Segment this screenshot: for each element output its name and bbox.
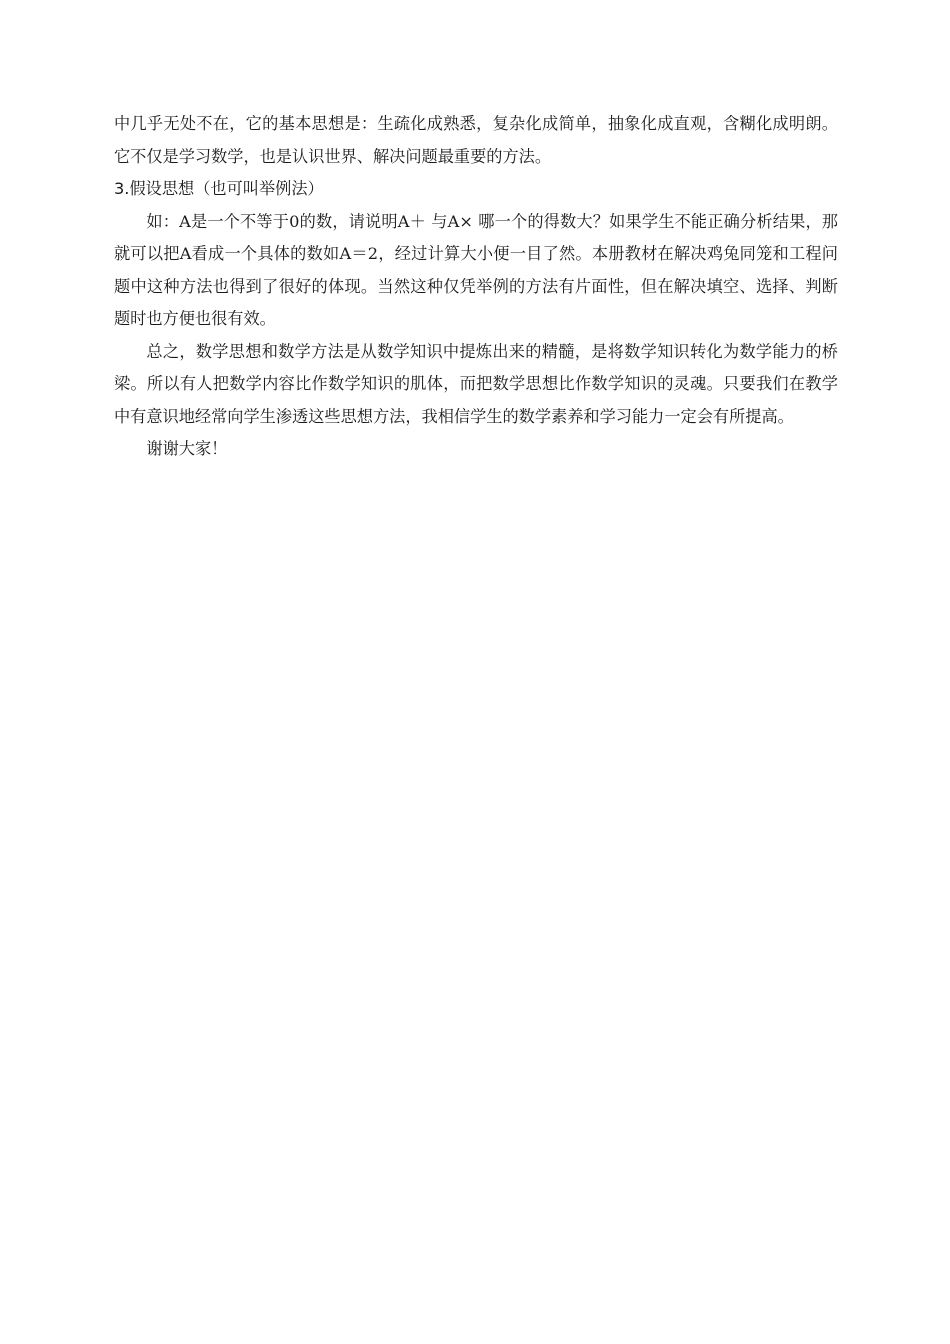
paragraph-continuation: 中几乎无处不在，它的基本思想是：生疏化成熟悉，复杂化成简单，抽象化成直观，含糊化成明朗。它不仅是学习数学，也是认识世界、解决问题最重要的方法。	[114, 114, 838, 166]
paragraph-thanks: 谢谢大家！	[146, 439, 228, 458]
section-heading-assumption: 3.假设思想（也可叫举例法）	[114, 179, 324, 198]
paragraph-summary: 总之，数学思想和数学方法是从数学知识中提炼出来的精髓，是将数学知识转化为数学能力的桥梁。所以有人把数学内容比作数学知识的肌体，而把数学思想比作数学知识的灵魂。只要我们在教学中有意识地经常向学生渗透这些思想方法，我相信学生的数学素养和学习能力一定会有所提高。	[114, 341, 838, 426]
paragraph-example: 如：A是一个不等于0的数，请说明A＋ 与A× 哪一个的得数大？如果学生不能正确分析结果，那就可以把A看成一个具体的数如A＝2，经过计算大小便一目了然。本册教材在解决鸡兔同笼和工程问题中这种方法也得到了很好的体现。当然这种仅凭举例的方法有片面性，但在解决填空、选择、判断题时也方便也很有效。	[114, 211, 838, 328]
document-page	[114, 108, 838, 466]
